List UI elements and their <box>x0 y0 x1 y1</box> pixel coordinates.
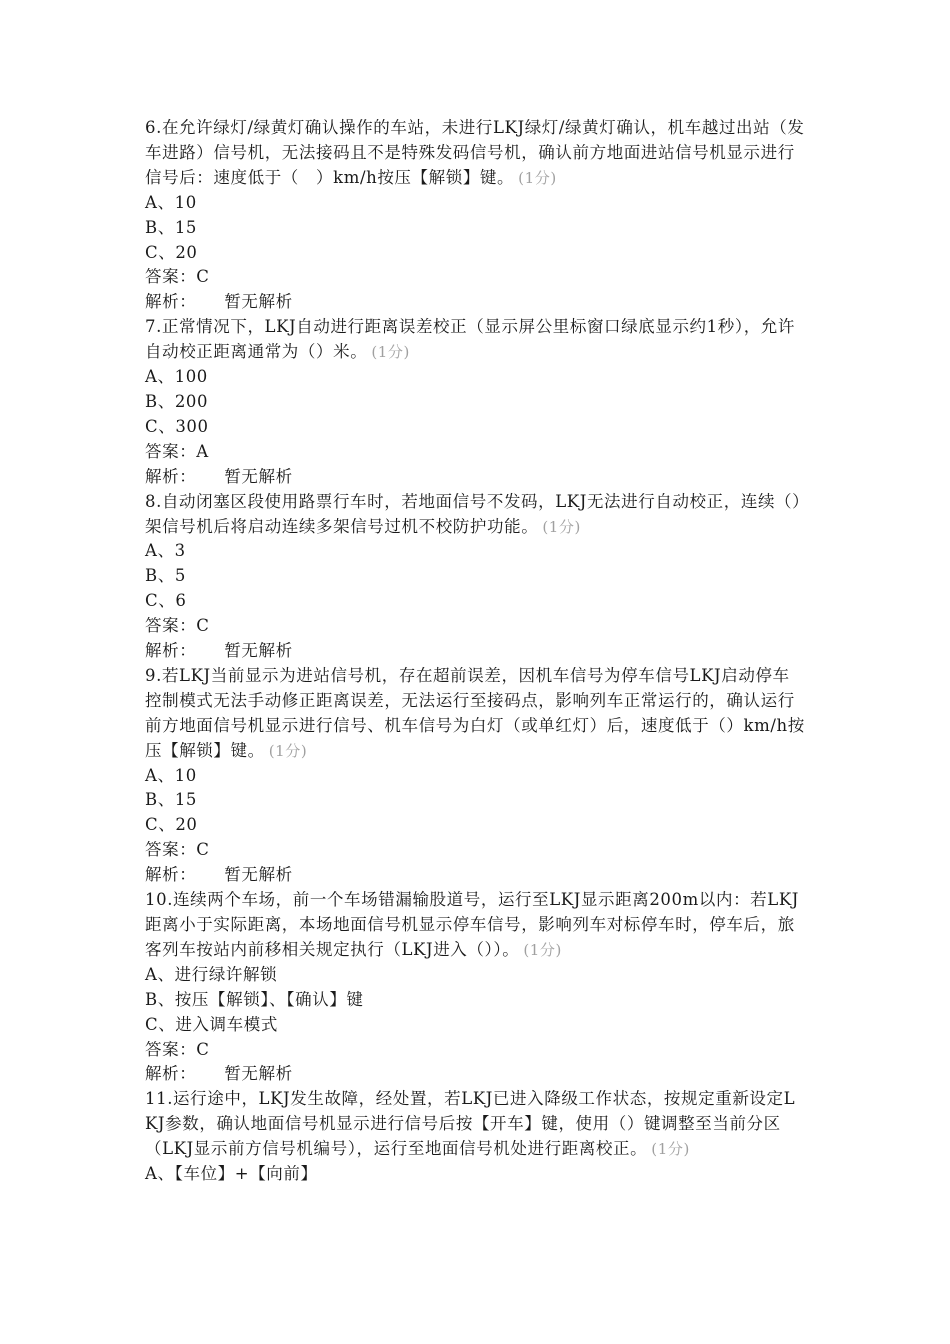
question-11 <box>145 1087 805 1187</box>
option-b: B、15 <box>145 217 198 237</box>
analysis-label: 解析： <box>145 641 197 661</box>
question-8 <box>145 490 805 664</box>
answer: 答案：C <box>145 840 210 860</box>
analysis-text: 暂无解析 <box>224 865 293 885</box>
analysis <box>145 1062 805 1087</box>
option-a: A、【车位】+【向前】 <box>145 1164 318 1184</box>
question-stem: 6.在允许绿灯/绿黄灯确认操作的车站，未进行LKJ绿灯/绿黄灯确认，机车越过出站（发车进路）信号机，无法接码且不是特殊发码信号机，确认前方地面进站信号机显示进行信号后：速度低于（ ）km/h按压【解锁】键。 (1分) <box>145 118 805 187</box>
option-c: C、300 <box>145 416 209 436</box>
analysis-text: 暂无解析 <box>224 641 293 661</box>
analysis-label: 解析： <box>145 292 197 312</box>
option-b: B、按压【解锁】、【确认】键 <box>145 989 364 1009</box>
answer: 答案：C <box>145 1039 210 1059</box>
question-stem: 7.正常情况下，LKJ自动进行距离误差校正（显示屏公里标窗口绿底显示约1秒），允许自动校正距离通常为（）米。 (1分) <box>145 317 795 362</box>
analysis <box>145 863 805 888</box>
question-9 <box>145 664 805 888</box>
question-6 <box>145 116 805 315</box>
analysis-text: 暂无解析 <box>224 1064 293 1084</box>
option-c: C、进入调车模式 <box>145 1014 278 1034</box>
analysis-label: 解析： <box>145 1064 197 1084</box>
question-score: (1分) <box>651 1140 690 1159</box>
question-stem: 10.连续两个车场，前一个车场错漏输股道号，运行至LKJ显示距离200m以内：若LKJ距离小于实际距离，本场地面信号机显示停车信号，影响列车对标停车时，停车后，旅客列车按站内前移相关规定执行（LKJ进入（））。 (1分) <box>145 890 799 959</box>
question-score: (1分) <box>518 168 557 187</box>
option-b: B、5 <box>145 566 186 586</box>
option-a: A、10 <box>145 192 197 212</box>
question-stem: 8.自动闭塞区段使用路票行车时，若地面信号不发码，LKJ无法进行自动校正，连续（）架信号机后将启动连续多架信号过机不校防护功能。 (1分) <box>145 491 801 536</box>
analysis-text: 暂无解析 <box>224 466 293 486</box>
option-c: C、20 <box>145 242 198 262</box>
question-7 <box>145 315 805 489</box>
analysis-label: 解析： <box>145 466 197 486</box>
question-stem: 9.若LKJ当前显示为进站信号机，存在超前误差，因机车信号为停车信号LKJ启动停车控制模式无法手动修正距离误差，无法运行至接码点，影响列车正常运行的，确认运行前方地面信号机显示进行信号、机车信号为白灯（或单红灯）后，速度低于（）km/h按压【解锁】键。 (1分) <box>145 665 805 760</box>
answer: 答案：C <box>145 267 210 287</box>
option-a: A、100 <box>145 367 208 387</box>
answer: 答案：C <box>145 616 210 636</box>
analysis <box>145 465 805 490</box>
option-b: B、200 <box>145 391 209 411</box>
analysis <box>145 639 805 664</box>
question-score: (1分) <box>371 343 410 362</box>
option-b: B、15 <box>145 790 198 810</box>
option-c: C、20 <box>145 815 198 835</box>
option-a: A、10 <box>145 765 197 785</box>
answer: 答案：A <box>145 441 209 461</box>
question-score: (1分) <box>523 940 562 959</box>
analysis <box>145 290 805 315</box>
analysis-text: 暂无解析 <box>224 292 293 312</box>
question-score: (1分) <box>542 517 581 536</box>
option-c: C、6 <box>145 591 187 611</box>
analysis-label: 解析： <box>145 865 197 885</box>
document-page <box>145 116 805 1187</box>
question-10 <box>145 888 805 1087</box>
option-a: A、进行绿许解锁 <box>145 964 278 984</box>
option-a: A、3 <box>145 541 186 561</box>
question-score: (1分) <box>268 741 308 760</box>
question-stem: 11.运行途中，LKJ发生故障，经处置，若LKJ已进入降级工作状态，按规定重新设定LKJ参数，确认地面信号机显示进行信号后按【开车】键，使用（）键调整至当前分区（LKJ显示前方信号机编号），运行至地面信号机处进行距离校正。 (1分) <box>145 1089 796 1159</box>
